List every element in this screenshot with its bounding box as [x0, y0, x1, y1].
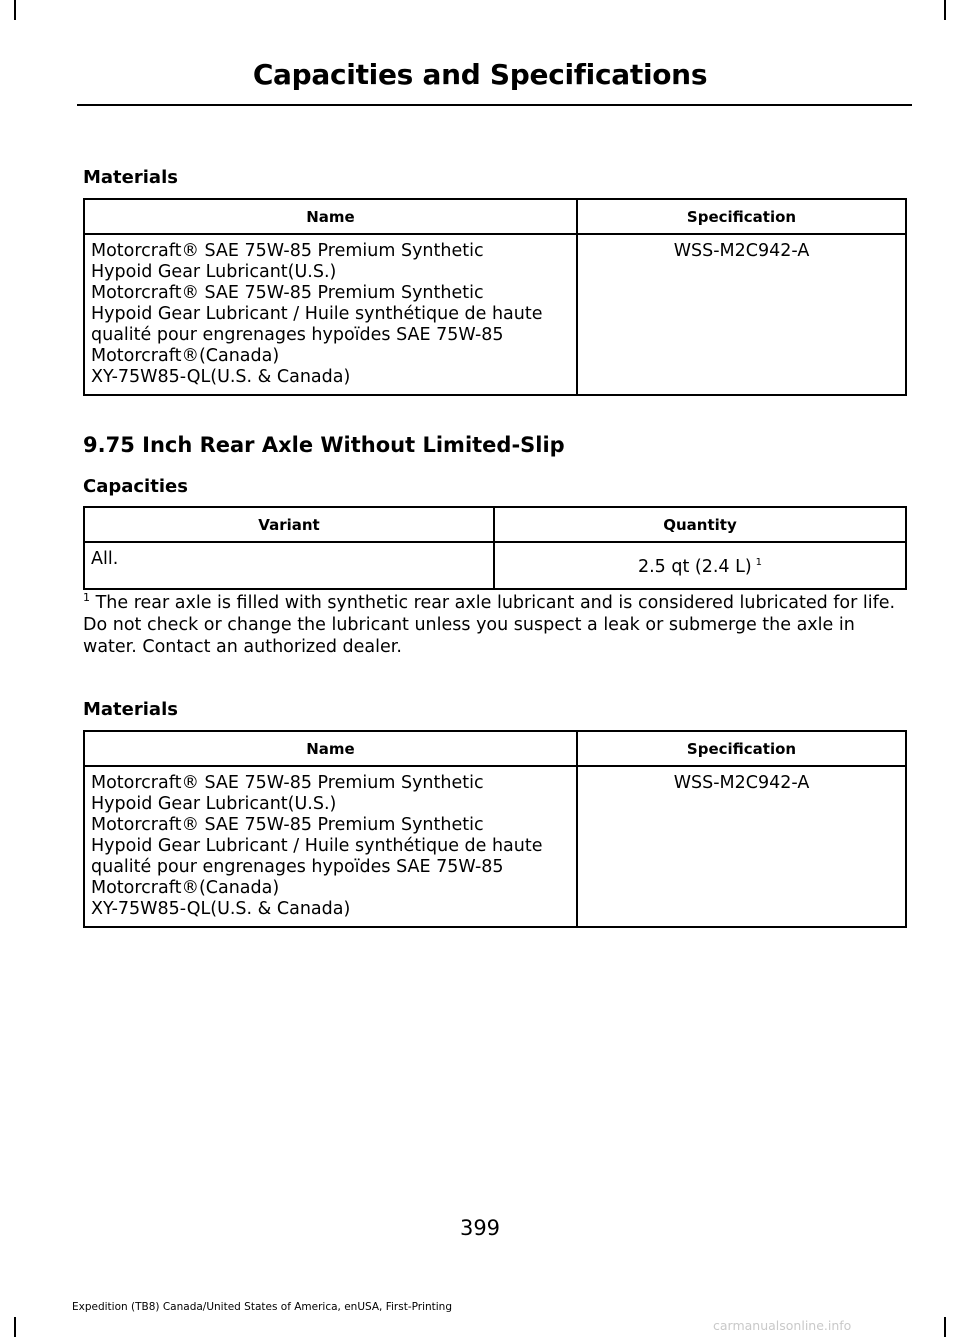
- footer-text: Expedition (TB8) Canada/United States of America, enUSA, First-Printing: [72, 1301, 453, 1313]
- watermark: carmanualsonline.info: [713, 1318, 852, 1333]
- materials-heading-1: Materials: [83, 167, 178, 188]
- name-line: XY-75W85-QL(U.S. & Canada): [91, 899, 351, 919]
- name-line: Motorcraft®(Canada): [91, 346, 280, 366]
- name-line: Motorcraft® SAE 75W-85 Premium Synthetic: [91, 773, 484, 793]
- column-header-specification: Specification: [577, 731, 906, 766]
- name-line: qualité pour engrenages hypoïdes SAE 75W-85: [91, 325, 504, 345]
- crop-mark-top-right: [944, 0, 946, 20]
- page-title: Capacities and Specifications: [252, 58, 708, 91]
- table-row: [84, 766, 906, 927]
- name-line: Hypoid Gear Lubricant(U.S.): [91, 262, 337, 282]
- table-row: [84, 234, 906, 395]
- specification-cell: WSS-M2C942-A: [577, 234, 906, 395]
- page-number: 399: [459, 1216, 501, 1240]
- materials-table-1: [83, 198, 907, 396]
- capacities-heading: Capacities: [83, 476, 188, 497]
- column-header-name: Name: [84, 731, 577, 766]
- footnote-reference: 1: [755, 557, 763, 569]
- name-line: XY-75W85-QL(U.S. & Canada): [91, 367, 351, 387]
- name-line: Hypoid Gear Lubricant / Huile synthétique de haute: [91, 304, 543, 324]
- crop-mark-bottom-left: [14, 1317, 16, 1337]
- capacities-table: [83, 506, 907, 590]
- name-line: Motorcraft® SAE 75W-85 Premium Synthetic: [91, 241, 484, 261]
- lubricant-name-cell: [84, 234, 577, 395]
- column-header-specification: Specification: [577, 199, 906, 234]
- section-title: 9.75 Inch Rear Axle Without Limited-Slip: [83, 433, 565, 457]
- crop-mark-top-left: [14, 0, 16, 20]
- footnote: [83, 592, 907, 658]
- quantity-cell: [494, 542, 906, 589]
- column-header-variant: Variant: [84, 507, 494, 542]
- name-line: qualité pour engrenages hypoïdes SAE 75W-85: [91, 857, 504, 877]
- table-header-row: [84, 731, 906, 766]
- materials-table-2: [83, 730, 907, 928]
- title-divider: [77, 104, 912, 106]
- name-line: Hypoid Gear Lubricant(U.S.): [91, 794, 337, 814]
- column-header-name: Name: [84, 199, 577, 234]
- table-header-row: [84, 199, 906, 234]
- name-line: Hypoid Gear Lubricant / Huile synthétique de haute: [91, 836, 543, 856]
- name-line: Motorcraft®(Canada): [91, 878, 280, 898]
- footnote-text: The rear axle is filled with synthetic rear axle lubricant and is considered lubricated for life. Do not check or change the lubricant unless you suspect a leak or submerge the axle in water. Contact an authorized dealer.: [83, 593, 896, 657]
- footnote-marker: 1: [83, 591, 90, 605]
- name-line: Motorcraft® SAE 75W-85 Premium Synthetic: [91, 283, 484, 303]
- crop-mark-bottom-right: [944, 1317, 946, 1337]
- lubricant-name-cell: [84, 766, 577, 927]
- column-header-quantity: Quantity: [494, 507, 906, 542]
- name-line: Motorcraft® SAE 75W-85 Premium Synthetic: [91, 815, 484, 835]
- variant-cell: All.: [84, 542, 494, 589]
- materials-heading-2: Materials: [83, 699, 178, 720]
- specification-cell: WSS-M2C942-A: [577, 766, 906, 927]
- table-row: [84, 542, 906, 589]
- quantity-value: 2.5 qt (2.4 L): [637, 557, 752, 577]
- table-header-row: [84, 507, 906, 542]
